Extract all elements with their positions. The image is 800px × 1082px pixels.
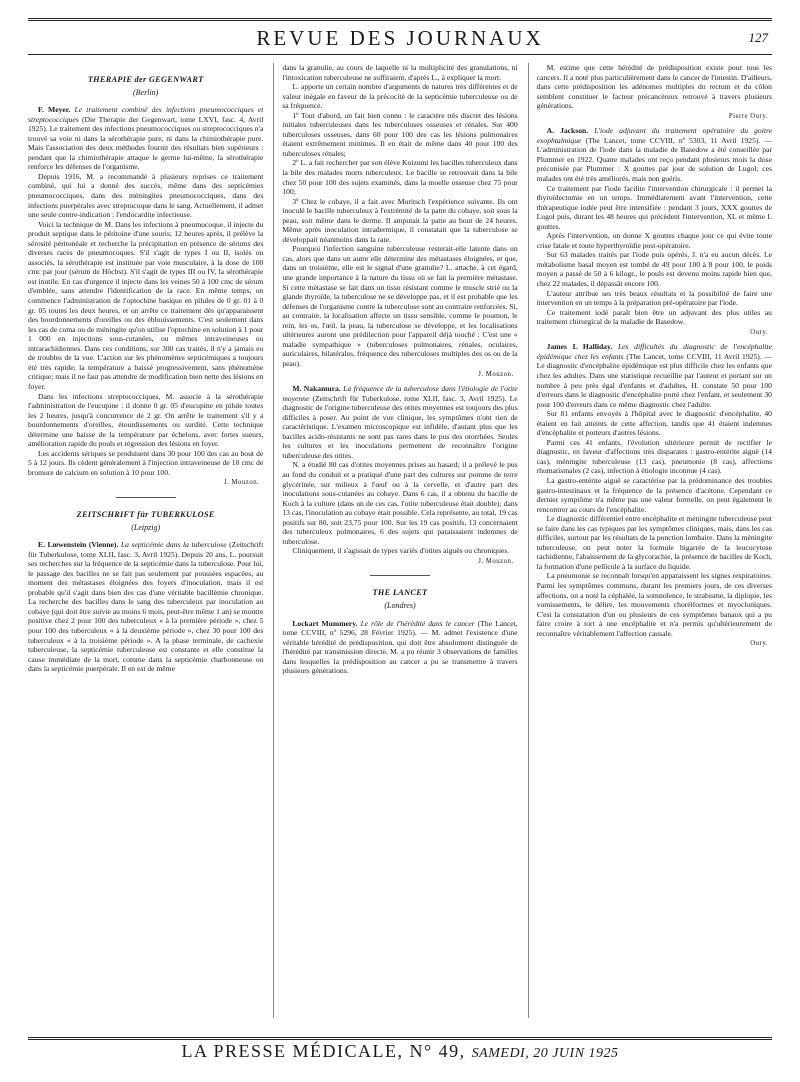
- article-paragraph: Pourquoi l'infection sanguine tuberculeuse resterait-elle latente dans un cas, alors que dans un autre elle détermine des métastases éloignées, et que, dans un troisième, elle est le signal d'une granulie? L. attache, à cet égard, une grande importance à la nature du tissu où se fait la première métastase. Si cette métastase se fait dans un tissu résistant comme le muscle strié ou la glande thyroïde, la tuberculose ne se développe pas, et il est probable que les défenses de l'organisme contre la tuberculose sont au contraire renforcées. Si, au contraire, la localisation affecte un tissu sensible, comme le poumon, le rein, les os, l'œil, la peau, la tuberculose se développe, et les localisations ultérieures auront une prédilection pour l'appareil déjà touché : C'est une « maladie sympathique » (tuberculoses pulmonaires, rénales, oculaires, auriculaires, bilatérales, fréquence des tuberculoses multiples des os ou de la peau).: [282, 244, 518, 368]
- article-reference: (Zeitschrift für Tuberkulose, tome XLII, fasc. 3, Avril 1925).: [28, 540, 264, 559]
- section-heading: THERAPIE der GEGENWART: [87, 75, 204, 84]
- article-paragraph: Les accidents sériques se produisent dans 30 pour 100 des cas au bout de 5 à 12 jours. Ils cèdent généralement à l'injection intraveineuse de 10 cmc de bromure de calcium en solution à 10 pour 100.: [28, 448, 264, 477]
- article-paragraph: La pneumonie se reconnaît lorsqu'en apparaissent les signes respiratoires. Parmi les symptômes communs, durant les premiers jours, de ces diverses affections, on a noté la céphalée, la somnolence, le strabisme, la diplopie, les vomissements, le délire, les mouvements choréiformes et myocloniques. C'est la constatation d'un ou plusieurs de ces symptômes banaux qui a pu faire croire à tort à une encéphalite et n'a permis qu'ultérieurement de reconnaître véritablement l'affection causale.: [536, 571, 772, 638]
- section-city: (Leipzig): [131, 522, 161, 532]
- article-title: La fréquence de la tuberculose dans l'étiologie de l'otite moyenne: [282, 384, 518, 403]
- column-3: [528, 63, 772, 1018]
- article-signature: J. Mouzon.: [478, 370, 514, 378]
- article-paragraph: Parmi ces 41 enfants, l'évolution ultérieure permit de rectifier le diagnostic, en faveur d'affections très disparates : gastro-entérite aiguë (14 cas), méningite tuberculeuse (13 cas), pneumonie (8 cas), affections rhumatismales (2 cas), infection à étiologie inconnue (4 cas).: [536, 437, 772, 476]
- article-title: Les difficultés du diagnostic de l'encéphalite épidémique chez les enfants: [536, 342, 772, 361]
- header-rule: [28, 54, 772, 55]
- article-paragraph: Après l'intervention, on donne X gouttes chaque jour ce qui évite toute crise fatale et toute hyperthyroïdie post-opératoire.: [536, 231, 772, 250]
- article-paragraph: Voici la technique de M. Dans les infections à pneumocoque, il injecte du produit septique dans le péritoine d'une souris; 12 heures après, il prélève la sérosité péritonéale et recherche la précipitation en présence de sérums des diverses races de pneumocoques. S'il s'agit de types I ou II, isolés ou associés, la sérothérapie est instituée par voie musculaire, à la dose de 100 cmc par jour (sérum de Höchst). S'il s'agit de types III ou IV, la sérothérapie est inutile. En cas d'urgence il injecte dans les veines 50 à 100 cmc de sérum d'emblée, sans attendre l'identification de la race. En même temps, on commence l'administration de l'optochine basique en pilules de 0 gr. 01 à 0 gr. 05 toutes les deux heures, et on arrête ce traitement dès qu'apparaissent des bourdonnements d'oreilles ou des éblouissements. C'est seulement dans les cas de coma ou de méningite qu'on utilise l'optochine en solution à 1 pour 1 000 en injections sous-cutanées, ou mêmes intraveineuses ou intrarachidiennes. Dans ces conditions, sur 300 cas traités, il n'y a jamais eu de troubles de la vue. L'action sur les phénomènes septicémiques a toujours été très rapide; la température a baissé progressivement, sans phénomène critique; mais il ne faut pas attendre de modification bien nette des lésions en foyer.: [28, 219, 264, 391]
- article-heading: [28, 540, 263, 674]
- top-rule: [28, 18, 772, 24]
- article-title: Le rôle de l'hérédité dans le cancer: [360, 618, 475, 628]
- article-heading: [537, 126, 772, 183]
- page-number: 127: [748, 30, 768, 45]
- article-paragraph: Sur 81 enfants envoyés à l'hôpital avec le diagnostic d'encéphalite, 40 étaient en fait atteints de cette affection, tandis que 41 étaient indemnes d'encéphalite et porteurs d'autres lésions.: [536, 409, 772, 438]
- article-paragraph: Cliniquement, il s'agissait de types variés d'otites aiguës ou chroniques.: [292, 546, 510, 556]
- page-header: [28, 26, 772, 52]
- article-signature: Oury.: [750, 328, 768, 336]
- article-paragraph: 3º Chez le cobaye, il a fait avec Moritsch l'expérience suivante. Ils ont inoculé le bacille tuberculeux à l'extrémité de la patte du cobaye, soit sous la peau, soit même dans le derme. Il amputait la patte au bout de 24 heures. Même après inoculation intradermique, il constatait que la tuberculose se développait néanmoins dans la rate.: [282, 196, 518, 244]
- article-paragraph: Sur 63 malades traités par l'iode puis opérés, J. n'a eu aucun décès. Le métabolisme basal moyen est tombé de 49 pour 100 à 8 pour 100, le poids moyen a passé de 50 à 6 kilogr., le pouls est devenu moins rapide bien que, chez 22 malades, il dépassât encore 100.: [536, 250, 772, 289]
- article-paragraph: Depuis 1916, M. a recommandé à plusieurs reprises ce traitement combiné, qui lui a donné des succès, même dans des septicémies pneumococciques, dans des méningites pneumococciques, dans des infections puerpérales avec streptocoque dans le sang. Actuellement, il admet une seule contre-indication : l'endocardite infectieuse.: [28, 171, 264, 220]
- article-author: E. Lœwenstein (Vienne).: [38, 540, 119, 550]
- article-paragraph: Dans les infections streptococciques, M. associe à la sérothérapie l'administration de l'eucupine : il donne 0 gr. 05 d'eucupine en pilule toutes les 2 heures, jusqu'à concurrence de 2 gr. On arrête le traitement s'il y a bourdonnements d'oreilles, étourdissements ou surdité. Cette technique détermine une baisse de la température par échelons, avec fortes sueurs, amélioration rapide du pouls et régression des lésions en foyer.: [28, 391, 264, 449]
- page-footer: [28, 1041, 772, 1062]
- footer-journal: LA PRESSE MÉDICALE, N° 49,: [181, 1041, 466, 1061]
- article-paragraph: Depuis 20 ans, L. poursuit ses recherches sur la fréquence de la septicémie dans la tuberculose. Pour lui, le passage des bacilles ne se fait pas seulement par poussées espacées, au moment des métastases éloignées des foyers d'inoculation, mais il est probable qu'il s'agit dans bien des cas d'une véritable bacillémie chronique. La recherche des bacilles dans le sang des tuberculeux par inoculation au cobaye (qui doit être suivie au moins 6 mois, peut-être même 1 an) se montre positive chez 2 pour 100 des tuberculeux « à la première période », chez 5 pour 100 des tuberculeux « à la deuxième période », chez 30 pour 100 des tuberculeux « à la troisième période ». A la phase terminale, de cachexie tuberculeuse, la septicémie tuberculeuse est constante et elle constitue la cause immédiate de la mort, comme dans la septicémie charbonneuse ou dans la septicémie puerpérale. Il en est de même: [28, 549, 264, 674]
- article-reference: (Die Therapie der Gegenwart, tome LXVI, fasc. 4, Avril 1925).: [28, 114, 264, 134]
- section-separator: [116, 497, 176, 498]
- article-paragraph: L. apporte un certain nombre d'arguments de natures très différentes et de valeur inégale en faveur de la précocité de la septicémie tuberculeuse ou de sa fréquence.: [282, 82, 518, 111]
- article-author: James L Halliday.: [546, 342, 613, 352]
- section-city: (Berlin): [133, 87, 159, 97]
- column-2: [273, 63, 517, 1018]
- article-paragraph: N. a étudié 80 cas d'otites moyennes prises au hasard; il a prélevé le pus au fond du conduit et a pratiqué d'une part des cultures sur pomme de terre glycérinée, sur milieux à l'œuf ou à la cervelle, et d'autre part des inoculations sous-cutanées au cobaye. Dans 6 cas, il a obtenu du bacille de Koch à la culture (dans un de ces cas, l'otite tuberculeuse était double); dans 13 cas, l'inoculation au cobaye était possible. Cela représente, au total, 19 cas positifs sur 80, soit 23,75 pour 100. Sur les 19 cas positifs, 13 concernaient des tuberculeux pulmonaires, 6 des sujets qui paraissaient indemnes de tuberculose.: [282, 460, 518, 546]
- article-signature: Oury.: [750, 640, 768, 648]
- page-title: REVUE DES JOURNAUX: [256, 26, 544, 50]
- section-heading: ZEITSCHRIFT für TUBERKULOSE: [76, 509, 215, 519]
- article-paragraph: L'auteur attribue ses très beaux résultats et la possibilité de faire une intervention en un temps à la préparation pré-opératoire par l'iode.: [536, 288, 772, 308]
- article-paragraph: Le traitement des infections pneumococciques ou streptococciques n'a trouvé sa voie ni dans la sérothérapie pure, ni dans la chimiothérapie pure. Mais l'association des deux méthodes fournit des résultats bien supérieurs : pendant que la chimiothérapie attaque le germe lui-même, la sérothérapie renforce les défenses de l'organisme.: [28, 124, 264, 172]
- article-heading: [28, 105, 263, 172]
- footer-date: SAMEDI, 20 JUIN 1925: [471, 1046, 619, 1061]
- article-heading: [537, 342, 772, 409]
- article-heading: [282, 619, 517, 676]
- article-paragraph: Le diagnostic de l'origine tuberculeuse des otites moyennes est toujours des plus difficiles à poser. Au point de vue clinique, les symptômes n'ont rien de caractéristique. L'examen microscopique est infidèle, d'autant plus que les bacilles acido-résistants ne sont pas rares dans le pus des otorrhées. Seules les cultures et les inoculations permettent de reconnaître l'origine tuberculeuse des otites.: [282, 393, 518, 460]
- article-paragraph: 2º L. a fait rechercher par son élève Koizumi les bacilles tuberculeux dans la bile des malades morts tuberculeux. Le bacille se retrouvait dans la bile chez 50 pour 100 des sujets examinés, dans la moelle osseuse chez 75 pour 100;: [282, 158, 518, 197]
- article-reference: (Zeitschrift für Tuberkulose, tome XLII, fasc. 3, Avril 1925).: [312, 393, 507, 403]
- journal-page: [28, 18, 772, 1068]
- article-paragraph: Le diagnostic différentiel entre encéphalite et méningite tuberculeuse peut se faire dans les cas typiques par les symptômes cliniques, mais, dans les cas difficiles, surtout par les résultats de la ponction lombaire. Dans la méningite tuberculeuse, on peut noter la formule bigarrée de la leucocytose rachidienne, l'abaissement de la glycorachie, la présence de bacilles de Koch, la formation d'une pellicule à la surface du liquide.: [536, 514, 772, 571]
- article-heading: [282, 384, 517, 460]
- article-author: Lockart Mummery.: [292, 618, 358, 628]
- article-signature: J. Mouzon.: [223, 479, 260, 487]
- article-paragraph: La gastro-entérite aiguë se caractérise par la prédominance des troubles gastro-intestinaux et la fréquence de la présence d'acétone. Cependant ce dernier symptôme n'a même pas une valeur formelle, on peut également le rencontrer au cours de l'encéphalite.: [536, 475, 772, 514]
- article-reference: (The Lancet, tome CCVIII, 11 Avril 1925).: [626, 351, 762, 361]
- section-heading: THE LANCET: [372, 588, 428, 598]
- article-paragraph: M. estime que cette hérédité de prédisposition existe pour tous les cancers. Il a noté plus particulièrement dans le cancer de l'intestin. D'ailleurs, dans cette prédisposition les adénomes multiples du rectum et du côlon semblent constituer le facteur précancéreux retrouvé à travers plusieurs générations.: [536, 63, 772, 111]
- article-title: L'iode adjuvant du traitement opératoire du goitre exophtalmique: [536, 126, 772, 145]
- article-title: La septicémie dans la tuberculose: [120, 540, 227, 550]
- article-paragraph: Ce traitement iodé paraît bien être un adjuvant des plus utiles au traitement chirurgical de la maladie de Basedow.: [536, 307, 772, 327]
- article-reference: (The Lancet, tome CCVIII, nº 5303, 11 Avril 1925).: [585, 135, 761, 145]
- article-signature: Pierre Oury.: [728, 112, 768, 120]
- article-author: M. Nakamura.: [292, 384, 341, 394]
- text-columns: [28, 63, 772, 1018]
- article-title: Le traitement combiné des infections pneumococciques et streptococciques: [28, 105, 264, 124]
- column-1: [28, 63, 263, 1018]
- article-paragraph: — Le diagnostic d'encéphalite épidémique est plus difficile chez les enfants que chez les adultes. Dans une statistique recueillie par l'auteur et portant sur un nombre à peu près égal d'enfants et d'adultes, H. constate 50 pour 100 d'erreurs dans le diagnostic d'encéphalite porté chez l'enfant, et seulement 30 pour 100 d'erreurs dans ce même diagnostic chez l'adulte.: [536, 351, 772, 409]
- section-separator: [370, 575, 430, 576]
- article-signature: J. Mouzon.: [478, 557, 514, 565]
- article-paragraph: — M. admet l'existence d'une véritable hérédité de prédisposition, qui doit être absolument distinguée de l'hérédité par transmission directe. M. a pu réunir 3 observations de familles dans lesquelles la prédisposition au cancer a pu se transmettre à travers plusieurs générations.: [282, 628, 518, 676]
- footer-rule: [28, 1037, 772, 1040]
- article-reference: (The Lancet, tome CCVIII, nº 5296, 28 Février 1925).: [282, 618, 518, 638]
- section-city: (Londres): [384, 600, 416, 610]
- article-paragraph: — L'administration de l'iode dans la maladie de Basedow a été conseillée par Plummer en 1922. Quatre malades ont reçu pendant plusieurs mois la dose préconisée par Plummer : X gouttes par jour de solution de Lugol; ces malades ont été très améliorés, mais non guéris.: [536, 135, 772, 184]
- article-author: A. Jackson.: [546, 126, 589, 136]
- article-author: F. Meyer.: [38, 105, 71, 115]
- article-paragraph: dans la granulie, au cours de laquelle ni la multiplicité des granulations, ni l'intoxication tuberculeuse ne suffiraient, d'après L., à expliquer la mort.: [282, 63, 518, 82]
- article-paragraph: 1º Tout d'abord, un fait bien connu : le caractère très discret des lésions initiales tuberculeuses dans les tuberculoses osseuses et rénales. Sur 400 tuberculoses osseuses, dans 60 pour 100 des cas les lésions pulmonaires étaient extrêmement minimes. Il en était de même dans 40 pour 100 des tuberculoses rénales;: [282, 110, 518, 158]
- article-paragraph: Ce traitement par l'iode facilite l'intervention chirurgicale : il permet la thyroïdectomie en un temps. Immédiatement avant l'intervention, cette thérapeutique iodée peut être intensifiée : pendant 3 jours, XXX gouttes de Lugol puis, durant les 48 heures qui précèdent l'intervention, XL et même L gouttes.: [536, 183, 772, 231]
